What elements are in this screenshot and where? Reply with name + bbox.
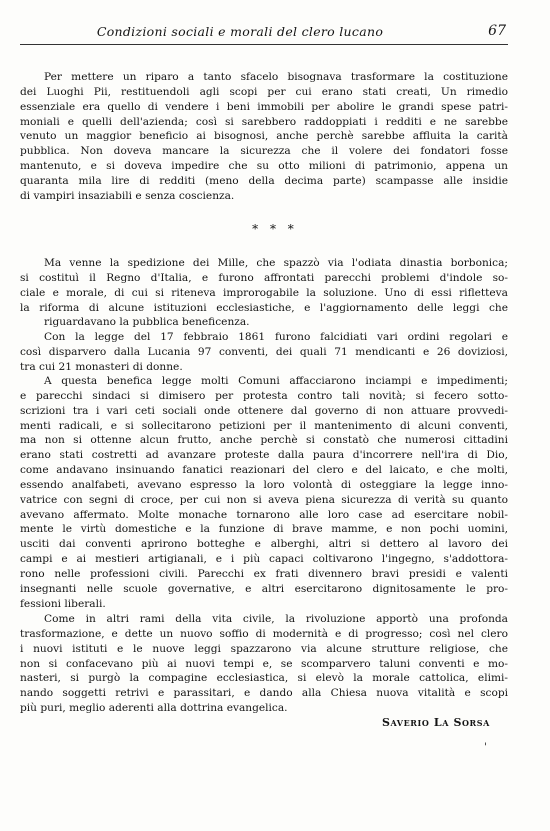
text-line: usciti dai conventi aprirono botteghe e alberghi, altri si dettero al lavoro dei [20, 538, 508, 551]
text-line: venuto un maggior beneficio ai bisognosi, anche perchè sarebbe affluita la carità [20, 130, 508, 143]
text-line: non si confacevano più ai nuovi tempi e, se scomparvero taluni conventi e mo- [20, 657, 508, 670]
text-line: la riforma di alcune istituzioni ecclesiastiche, e l'aggiornamento delle leggi che [20, 301, 508, 314]
paragraph-3 [20, 330, 508, 375]
section-separator: * * * [252, 222, 298, 236]
text-line: erano stati costretti ad avanzare proteste dalla paura d'incorrere nell'ira di Dio, [20, 449, 508, 462]
text-line: pubblica. Non doveva mancare la sicurezza che il volere dei fondatori fosse [20, 145, 508, 158]
text-line: tra cui 21 monasteri di donne. [20, 360, 183, 373]
text-line: trasformazione, e dette un nuovo soffio di modernità e di progresso; così nel clero [20, 627, 508, 640]
text-line: di vampiri insaziabili e senza coscienza. [20, 189, 235, 202]
text-line: dei Luoghi Pii, restituendoli agli scopi per cui erano stati creati, Un rimedio [20, 85, 508, 98]
paragraph-5 [20, 612, 508, 716]
text-line: nasteri, si purgò la compagine ecclesiastica, si elevò la morale cattolica, elimi- [20, 672, 508, 685]
text-line: riguardavano la pubblica beneficenza. [44, 316, 250, 329]
text-line: quaranta mila lire di redditi (meno della decima parte) scampasse alle insidie [20, 174, 508, 187]
running-head [20, 24, 508, 45]
text-line: essendo analfabeti, avevano espresso la loro volontà di osteggiare la legge inno- [20, 478, 508, 491]
paragraph-4 [20, 374, 508, 612]
text-line: A questa benefica legge molti Comuni affacciarono inciampi e impedimenti; [44, 375, 508, 387]
text-line: mantenuto, e si doveva impedire che su otto milioni di patrimonio, appena un [20, 160, 508, 173]
text-line: ciale e morale, di cui si riteneva improrogabile la soluzione. Uno di essi rifletteva [20, 286, 508, 299]
text-line: e parecchi sindaci si dimisero per protesta contro tali novità; si fecero sotto- [20, 389, 508, 402]
text-line: i nuovi istituti e le nuove leggi spazzarono via alcune strutture religiose, che [20, 642, 508, 655]
author-signature: Saverio La Sorsa [382, 716, 490, 729]
text-line: vatrice con segni di croce, per cui non si aveva piena sicurezza di verità su quanto [20, 493, 508, 506]
text-line: Con la legge del 17 febbraio 1861 furono falcidiati vari ordini regolari e [44, 331, 508, 343]
text-line: insegnanti nelle scuole governative, e altri esercitarono dignitosamente le pro- [20, 582, 508, 595]
text-line: più puri, meglio aderenti alla dottrina evangelica. [20, 702, 288, 715]
text-line: si costituì il Regno d'Italia, e furono affrontati parecchi problemi d'indole so- [20, 271, 508, 284]
text-line: Per mettere un riparo a tanto sfacelo bisognava trasformare la costituzione [44, 71, 508, 83]
stray-mark: ' [484, 742, 487, 753]
text-line: Come in altri rami della vita civile, la rivoluzione apportò una profonda [44, 613, 508, 625]
running-head-title: Condizioni sociali e morali del clero lucano [96, 24, 384, 39]
paragraph-1 [20, 70, 508, 204]
text-line: nando soggetti retrivi e parassitari, e dando alla Chiesa nuova vitalità e scopi [20, 687, 508, 700]
text-line: menti radicali, e si sollecitarono petizioni per il mantenimento di alcuni conventi, [20, 419, 508, 432]
text-line: scrizioni tra i vari ceti sociali onde ottenere dal governo di non attuare provvedi- [20, 404, 508, 417]
text-line: così disparvero dalla Lucania 97 conventi, dei quali 71 mendicanti e 26 doviziosi, [20, 345, 508, 358]
text-line: mente le virtù domestiche e la funzione di brave mamme, e non pochi uomini, [20, 523, 508, 536]
text-line: avevano affermato. Molte monache tornarono alle loro case ad esercitare nobil- [20, 508, 508, 521]
text-line: ma non si ottenne alcun frutto, anche perchè si constatò che numerosi cittadini [20, 434, 508, 447]
page-number: 67 [488, 23, 506, 39]
text-line: moniali e quelli dell'azienda; così si sarebbero raddoppiati i redditi e ne sarebbe [20, 115, 508, 128]
text-line: essenziale era quello di vendere i beni immobili per abolire le grandi spese patri- [20, 100, 508, 113]
text-line: rono nelle professioni civili. Parecchi ex frati divennero bravi presidi e valenti [20, 567, 508, 580]
text-line: Ma venne la spedizione dei Mille, che spazzò via l'odiata dinastia borbonica; [44, 257, 508, 269]
text-line: fessioni liberali. [20, 597, 106, 610]
paragraph-2 [20, 256, 508, 330]
text-line: come andavano insinuando fanatici reazionari del clero e del laicato, e che molti, [20, 464, 508, 477]
text-line: campi e ai mestieri artigianali, e i più capaci coltivarono l'ingegno, s'addottora- [20, 553, 508, 566]
